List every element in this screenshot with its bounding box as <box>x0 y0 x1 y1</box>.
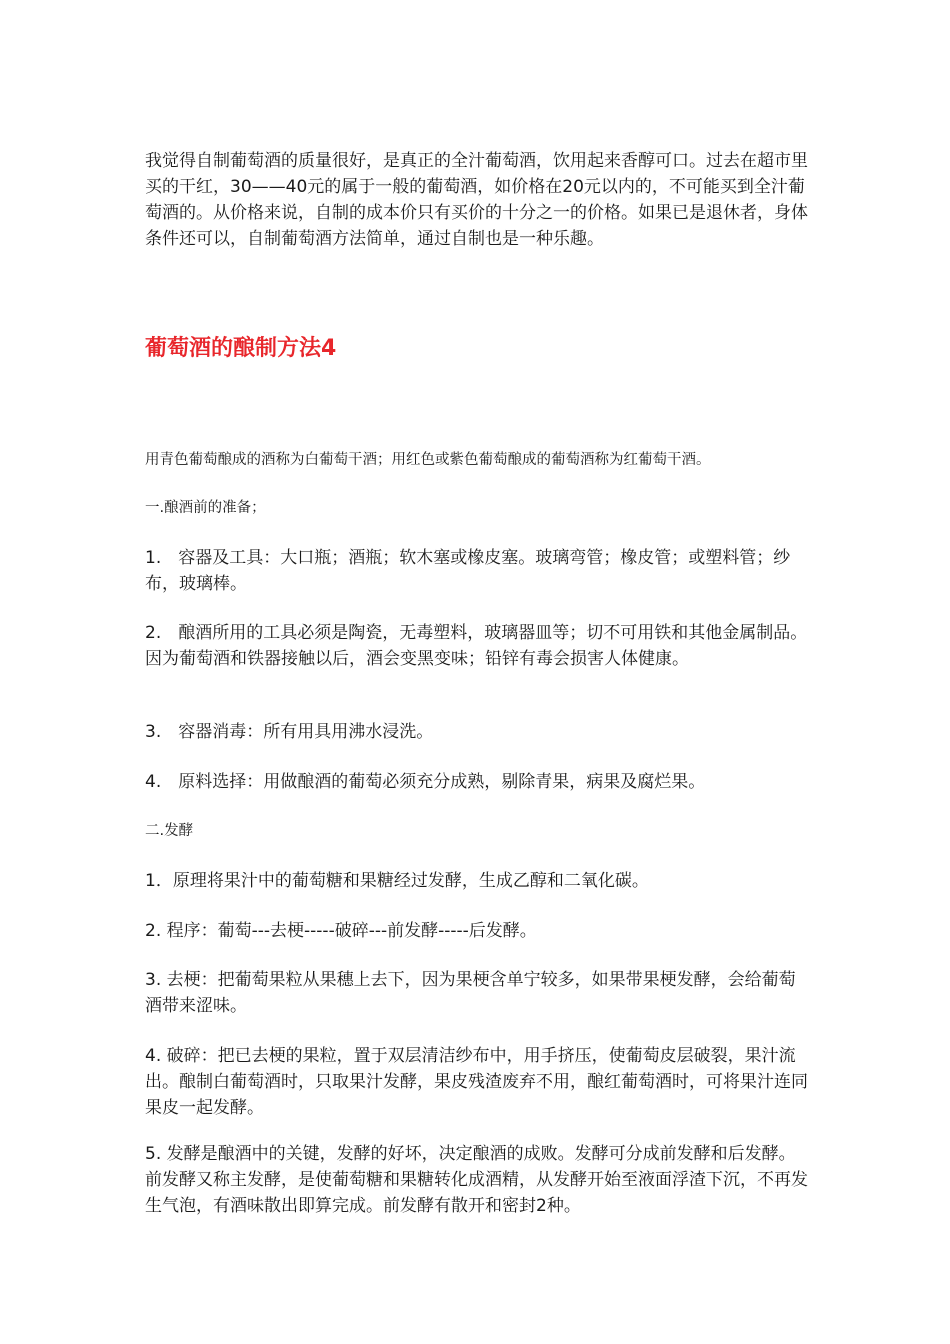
section2-item: 5. 发酵是酿酒中的关键，发酵的好坏，决定酿酒的成败。发酵可分成前发酵和后发酵。前发酵又称主发酵，是使葡萄糖和果糖转化成酒精，从发酵开始至液面浮渣下沉，不再发生气泡，有酒味散出即算完成。前发酵有散开和密封2种。 <box>145 1144 808 1216</box>
section1-item: 3. 容器消毒：所有用具用沸水浸洗。 <box>145 722 434 742</box>
intro-paragraph: 我觉得自制葡萄酒的质量很好，是真正的全汁葡萄酒，饮用起来香醇可口。过去在超市里买的干红，30——40元的属于一般的葡萄酒，如价格在20元以内的，不可能买到全汁葡萄酒的。从价格来说，自制的成本价只有买价的十分之一的价格。如果已是退休者，身体条件还可以，自制葡萄酒方法简单，通过自制也是一种乐趣。 <box>145 151 808 249</box>
section2-item: 3. 去梗：把葡萄果粒从果穗上去下，因为果梗含单宁较多，如果带果梗发酵，会给葡萄酒带来涩味。 <box>145 970 796 1016</box>
definition-paragraph: 用青色葡萄酿成的酒称为白葡萄干酒；用红色或紫色葡萄酿成的葡萄酒称为红葡萄干酒。 <box>145 452 711 468</box>
section1-title: 一.酿酒前的准备； <box>145 500 266 516</box>
section2-title: 二.发酵 <box>145 823 194 839</box>
section1-item: 2. 酿酒所用的工具必须是陶瓷，无毒塑料，玻璃器皿等；切不可用铁和其他金属制品。因为葡萄酒和铁器接触以后，酒会变黑变味；铅锌有毒会损害人体健康。 <box>145 623 808 669</box>
section1-item: 1. 容器及工具：大口瓶；酒瓶；软木塞或橡皮塞。玻璃弯管；橡皮管；或塑料管；纱布，玻璃棒。 <box>145 548 791 594</box>
section2-item: 2. 程序：葡萄---去梗-----破碎---前发酵-----后发酵。 <box>145 921 537 941</box>
section1-item: 4. 原料选择：用做酿酒的葡萄必须充分成熟，剔除青果，病果及腐烂果。 <box>145 772 706 792</box>
section-heading: 葡萄酒的酿制方法4 <box>145 336 337 361</box>
section2-item: 1．原理将果汁中的葡萄糖和果糖经过发酵，生成乙醇和二氧化碳。 <box>145 871 649 891</box>
section2-item: 4. 破碎：把已去梗的果粒，置于双层清洁纱布中，用手挤压，使葡萄皮层破裂，果汁流出。酿制白葡萄酒时，只取果汁发酵，果皮残渣废弃不用，酿红葡萄酒时，可将果汁连同果皮一起发酵。 <box>145 1046 808 1118</box>
